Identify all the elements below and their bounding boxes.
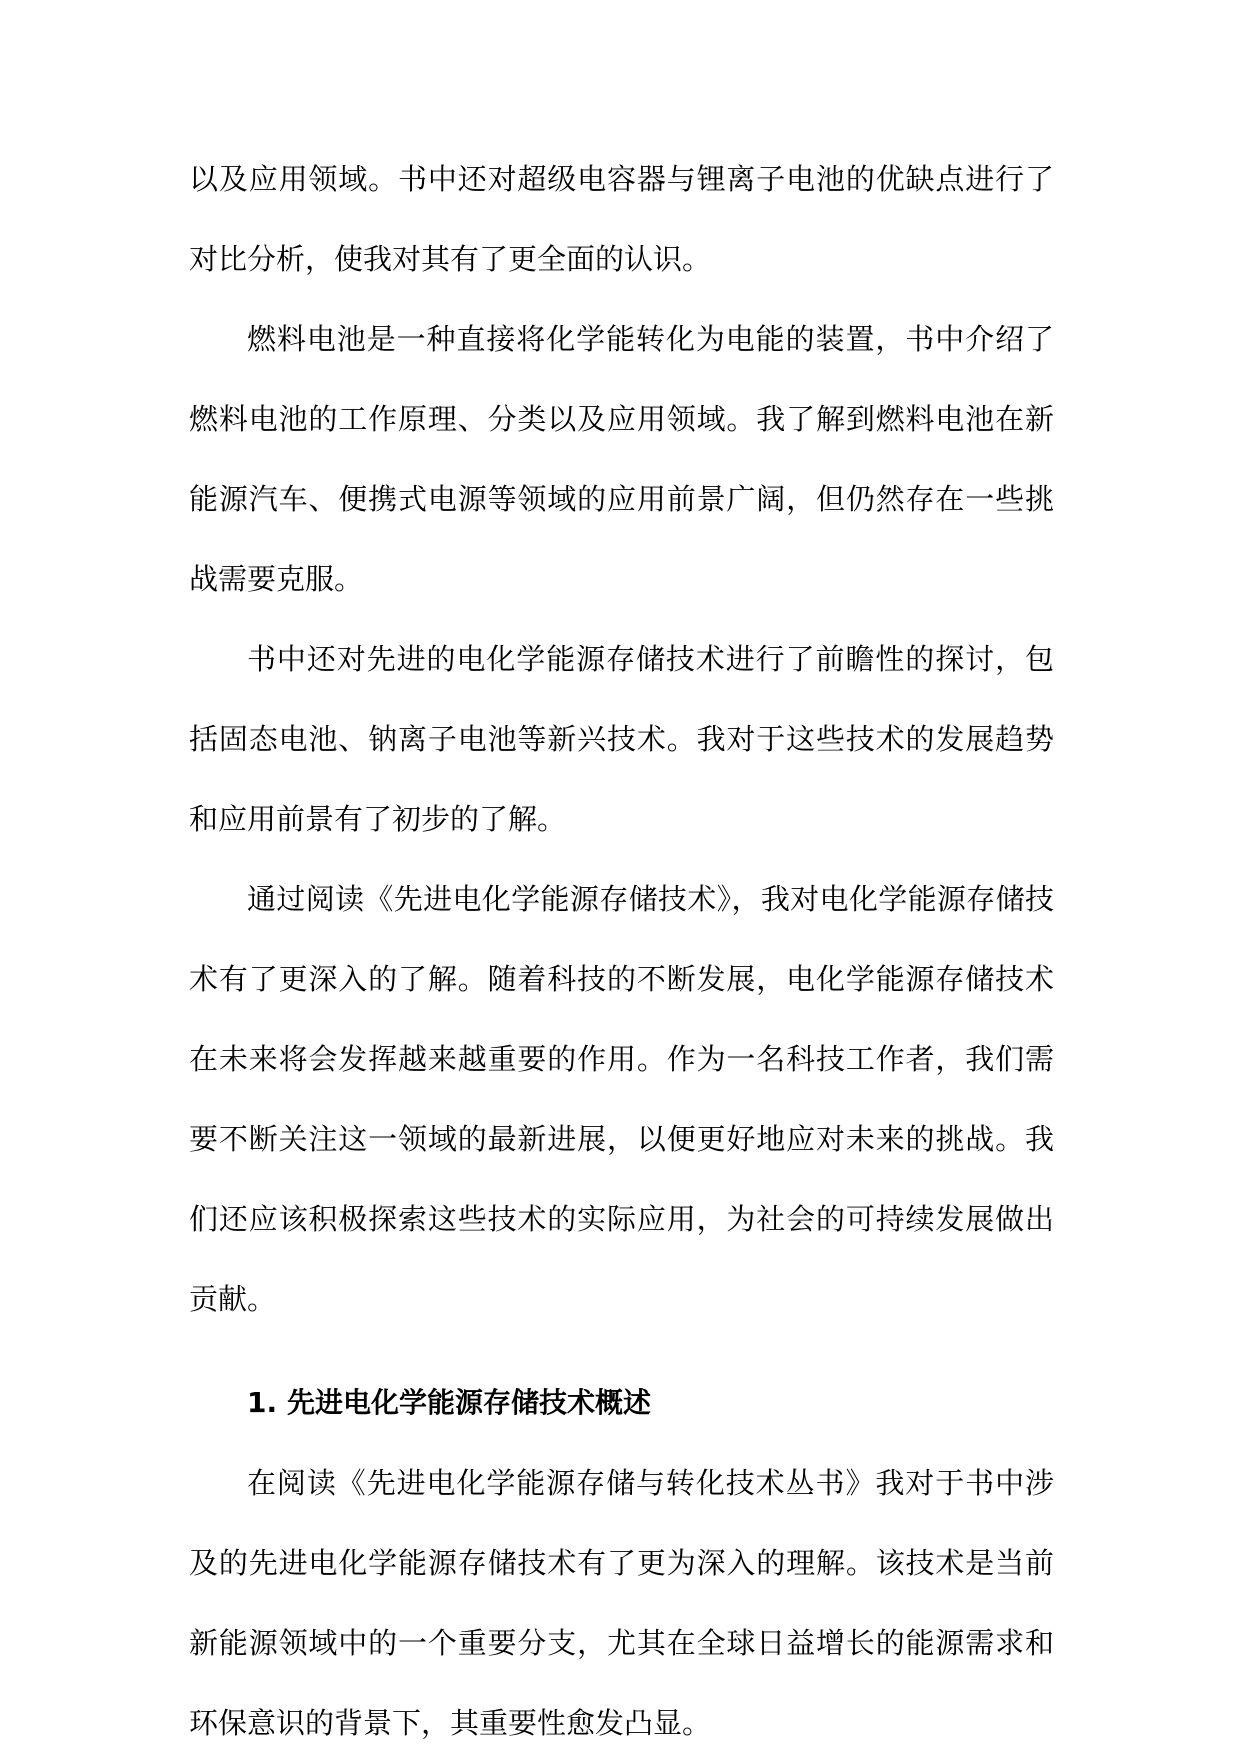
section-title: 先进电化学能源存储技术概述 — [287, 1386, 652, 1419]
section-heading — [189, 1363, 1054, 1443]
paragraph-emerging-tech: 书中还对先进的电化学能源存储技术进行了前瞻性的探讨，包括固态电池、钠离子电池等新兴技术。我对于这些技术的发展趋势和应用前景有了初步的了解。 — [189, 642, 1054, 836]
paragraph-fuel-cell: 燃料电池是一种直接将化学能转化为电能的装置，书中介绍了燃料电池的工作原理、分类以及应用领域。我了解到燃料电池在新能源汽车、便携式电源等领域的应用前景广阔，但仍然存在一些挑战需要克服。 — [189, 322, 1054, 596]
document-body — [189, 139, 1054, 1763]
section-number: 1. — [247, 1386, 278, 1419]
paragraph-continuation: 以及应用领域。书中还对超级电容器与锂离子电池的优缺点进行了对比分析，使我对其有了更全面的认识。 — [189, 162, 1054, 276]
paragraph-conclusion: 通过阅读《先进电化学能源存储技术》，我对电化学能源存储技术有了更深入的了解。随着科技的不断发展，电化学能源存储技术在未来将会发挥越来越重要的作用。作为一名科技工作者，我们需要不断关注这一领域的最新进展，以便更好地应对未来的挑战。我们还应该积极探索这些技术的实际应用，为社会的可持续发展做出贡献。 — [189, 882, 1054, 1316]
paragraph-section-intro: 在阅读《先进电化学能源存储与转化技术丛书》我对于书中涉及的先进电化学能源存储技术有了更为深入的理解。该技术是当前新能源领域中的一个重要分支，尤其在全球日益增长的能源需求和环保意识的背景下，其重要性愈发凸显。 — [189, 1466, 1054, 1740]
